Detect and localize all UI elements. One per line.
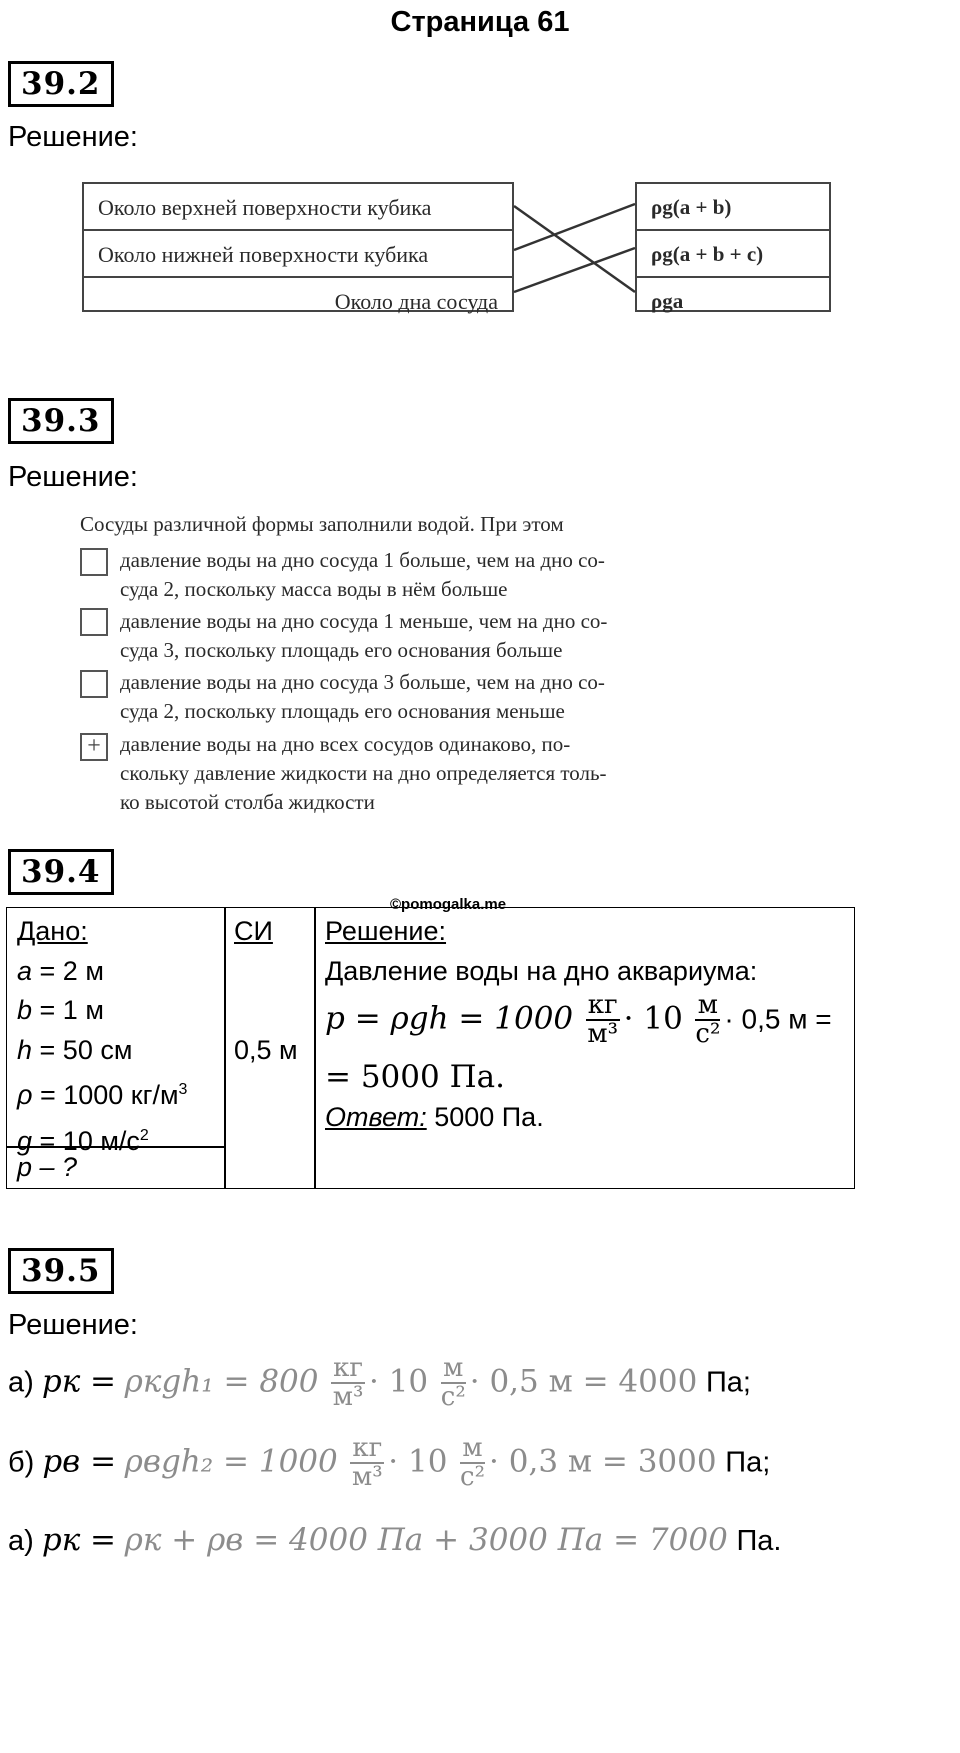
- task-number-39-5: 39.5: [8, 1248, 114, 1294]
- matching-left-item: Около нижней поверхности кубика: [84, 231, 512, 278]
- item-prefix: а): [8, 1366, 42, 1399]
- option-line: давление воды на дно сосуда 1 больше, чем на дно со-: [120, 548, 605, 572]
- option-line: давление воды на дно сосуда 1 меньше, чем на дно со-: [120, 609, 608, 633]
- option-line: суда 2, поскольку площадь его основания меньше: [120, 699, 565, 723]
- matching-right-item: ρg(a + b): [637, 184, 829, 231]
- option-line: давление воды на дно сосуда 3 больше, чем на дно со-: [120, 670, 605, 694]
- column-divider: [314, 908, 316, 1188]
- formula-unit: Па;: [705, 1366, 751, 1399]
- fraction-kg-m3: $\frac{кг}{\text{м³}}$: [332, 1353, 364, 1413]
- matching-right-item: ρga: [651, 289, 684, 313]
- formula-unit: Па;: [725, 1446, 771, 1479]
- match-line-top-to-pga: [514, 206, 635, 292]
- formula-mid: ρкgh₁ = 800: [124, 1363, 319, 1400]
- match-line-bottom-to-pgab: [514, 204, 635, 250]
- fraction-m-s2: $\frac{м}{\text{с²}}$: [460, 1433, 486, 1493]
- solution-header-39-4: Решение:: [325, 916, 447, 946]
- solution-label-39-2: Решение:: [8, 121, 138, 153]
- solution-text-39-4: Давление воды на дно аквариума:: [325, 956, 758, 986]
- multiple-choice-figure: [80, 510, 760, 814]
- given-g: g = 10 $м/с^2$: [17, 1125, 149, 1156]
- option-line: ко высотой столба жидкости: [120, 790, 375, 814]
- formula-mul: · 10: [368, 1363, 429, 1400]
- item-prefix: б): [8, 1446, 43, 1479]
- solution-label-39-3: Решение:: [8, 461, 138, 493]
- page-title: Страница 61: [390, 6, 570, 38]
- option-3-text: [120, 668, 605, 726]
- task-number-39-3: 39.3: [8, 398, 114, 444]
- given-column: [17, 912, 187, 1161]
- matching-lines: [82, 182, 832, 314]
- checkbox-option-2: [80, 608, 108, 636]
- option-line: суда 3, поскольку площадь его основания больше: [120, 638, 563, 662]
- checkbox-option-4-checked: +: [80, 733, 108, 761]
- formula-mid: ρк + ρв = 4000 Па + 3000 Па = 7000: [124, 1522, 728, 1558]
- given-rho: ρ = 1000 $кг/м^3$: [17, 1080, 188, 1110]
- task-number-39-2: 39.2: [8, 61, 114, 107]
- formula-start: p = ρgh = 1000: [325, 1000, 574, 1037]
- formula-tail: · 0,3 м = 3000: [489, 1443, 717, 1480]
- formula-tail: · 0,5 м =: [724, 1003, 832, 1035]
- pressure-result-39-4: = 5000 Па.: [325, 1059, 505, 1095]
- checkbox-option-3: [80, 670, 108, 698]
- matching-left-item: Около дна сосуда: [334, 289, 498, 314]
- fraction-m-s2: $\frac{м}{\text{с²}}$: [440, 1353, 466, 1413]
- matching-figure: [82, 182, 832, 314]
- formula-lhs: pв =: [42, 1443, 117, 1480]
- si-value: 0,5 м: [234, 1035, 298, 1065]
- fraction-kg-m3: $\frac{кг}{\text{м³}}$: [352, 1433, 383, 1493]
- formula-tail: · 0,5 м = 4000: [469, 1363, 698, 1400]
- option-line: суда 2, поскольку масса воды в нём больше: [120, 577, 508, 601]
- fraction-m-s2: $\frac{м}{\text{с²}}$: [695, 990, 721, 1050]
- given-header: Дано:: [17, 916, 88, 946]
- pressure-formula-39-4: [325, 992, 832, 1049]
- matching-left-item: Около верхней поверхности кубика: [84, 184, 512, 231]
- given-solution-table: [6, 907, 855, 1189]
- checkbox-option-1: [80, 548, 108, 576]
- given-a: a = 2 м: [17, 955, 104, 986]
- option-4-text: [120, 730, 607, 817]
- matching-right-item: ρg(a + b + c): [637, 231, 829, 278]
- formula-mul: · 10: [388, 1443, 448, 1480]
- formula-unit: Па.: [736, 1525, 782, 1557]
- watermark: ©pomogalka.me: [390, 896, 507, 913]
- option-line: скольку давление жидкости на дно определяется толь-: [120, 761, 607, 785]
- formula-mul: · 10: [623, 1000, 683, 1037]
- fraction-kg-m3: $\frac{кг}{\text{м³}}$: [587, 990, 619, 1050]
- formula-line-b: [8, 1435, 770, 1492]
- formula-mid: ρвgh₂ = 1000: [124, 1443, 338, 1480]
- answer-39-4: Ответ: 5000 Па.: [325, 1102, 544, 1132]
- formula-lhs: pк =: [41, 1522, 117, 1558]
- formula-line-a: [8, 1355, 751, 1412]
- item-prefix: а): [8, 1525, 42, 1557]
- option-2-text: [120, 607, 607, 665]
- option-1-text: [120, 546, 605, 604]
- given-b: b = 1 м: [17, 995, 104, 1025]
- task-number-39-4: 39.4: [8, 849, 114, 895]
- question-intro: Сосуды различной формы заполнили водой. При этом: [80, 512, 564, 536]
- given-h: h = 50 см: [17, 1034, 133, 1065]
- match-line-vessel-to-pgabc: [514, 248, 635, 292]
- find-value: p – ?: [17, 1152, 78, 1182]
- formula-line-c: [8, 1522, 781, 1558]
- si-header: СИ: [234, 916, 273, 946]
- option-line: давление воды на дно всех сосудов одинаково, по-: [120, 732, 571, 756]
- formula-lhs: pк =: [41, 1363, 117, 1400]
- solution-label-39-5: Решение:: [8, 1309, 138, 1341]
